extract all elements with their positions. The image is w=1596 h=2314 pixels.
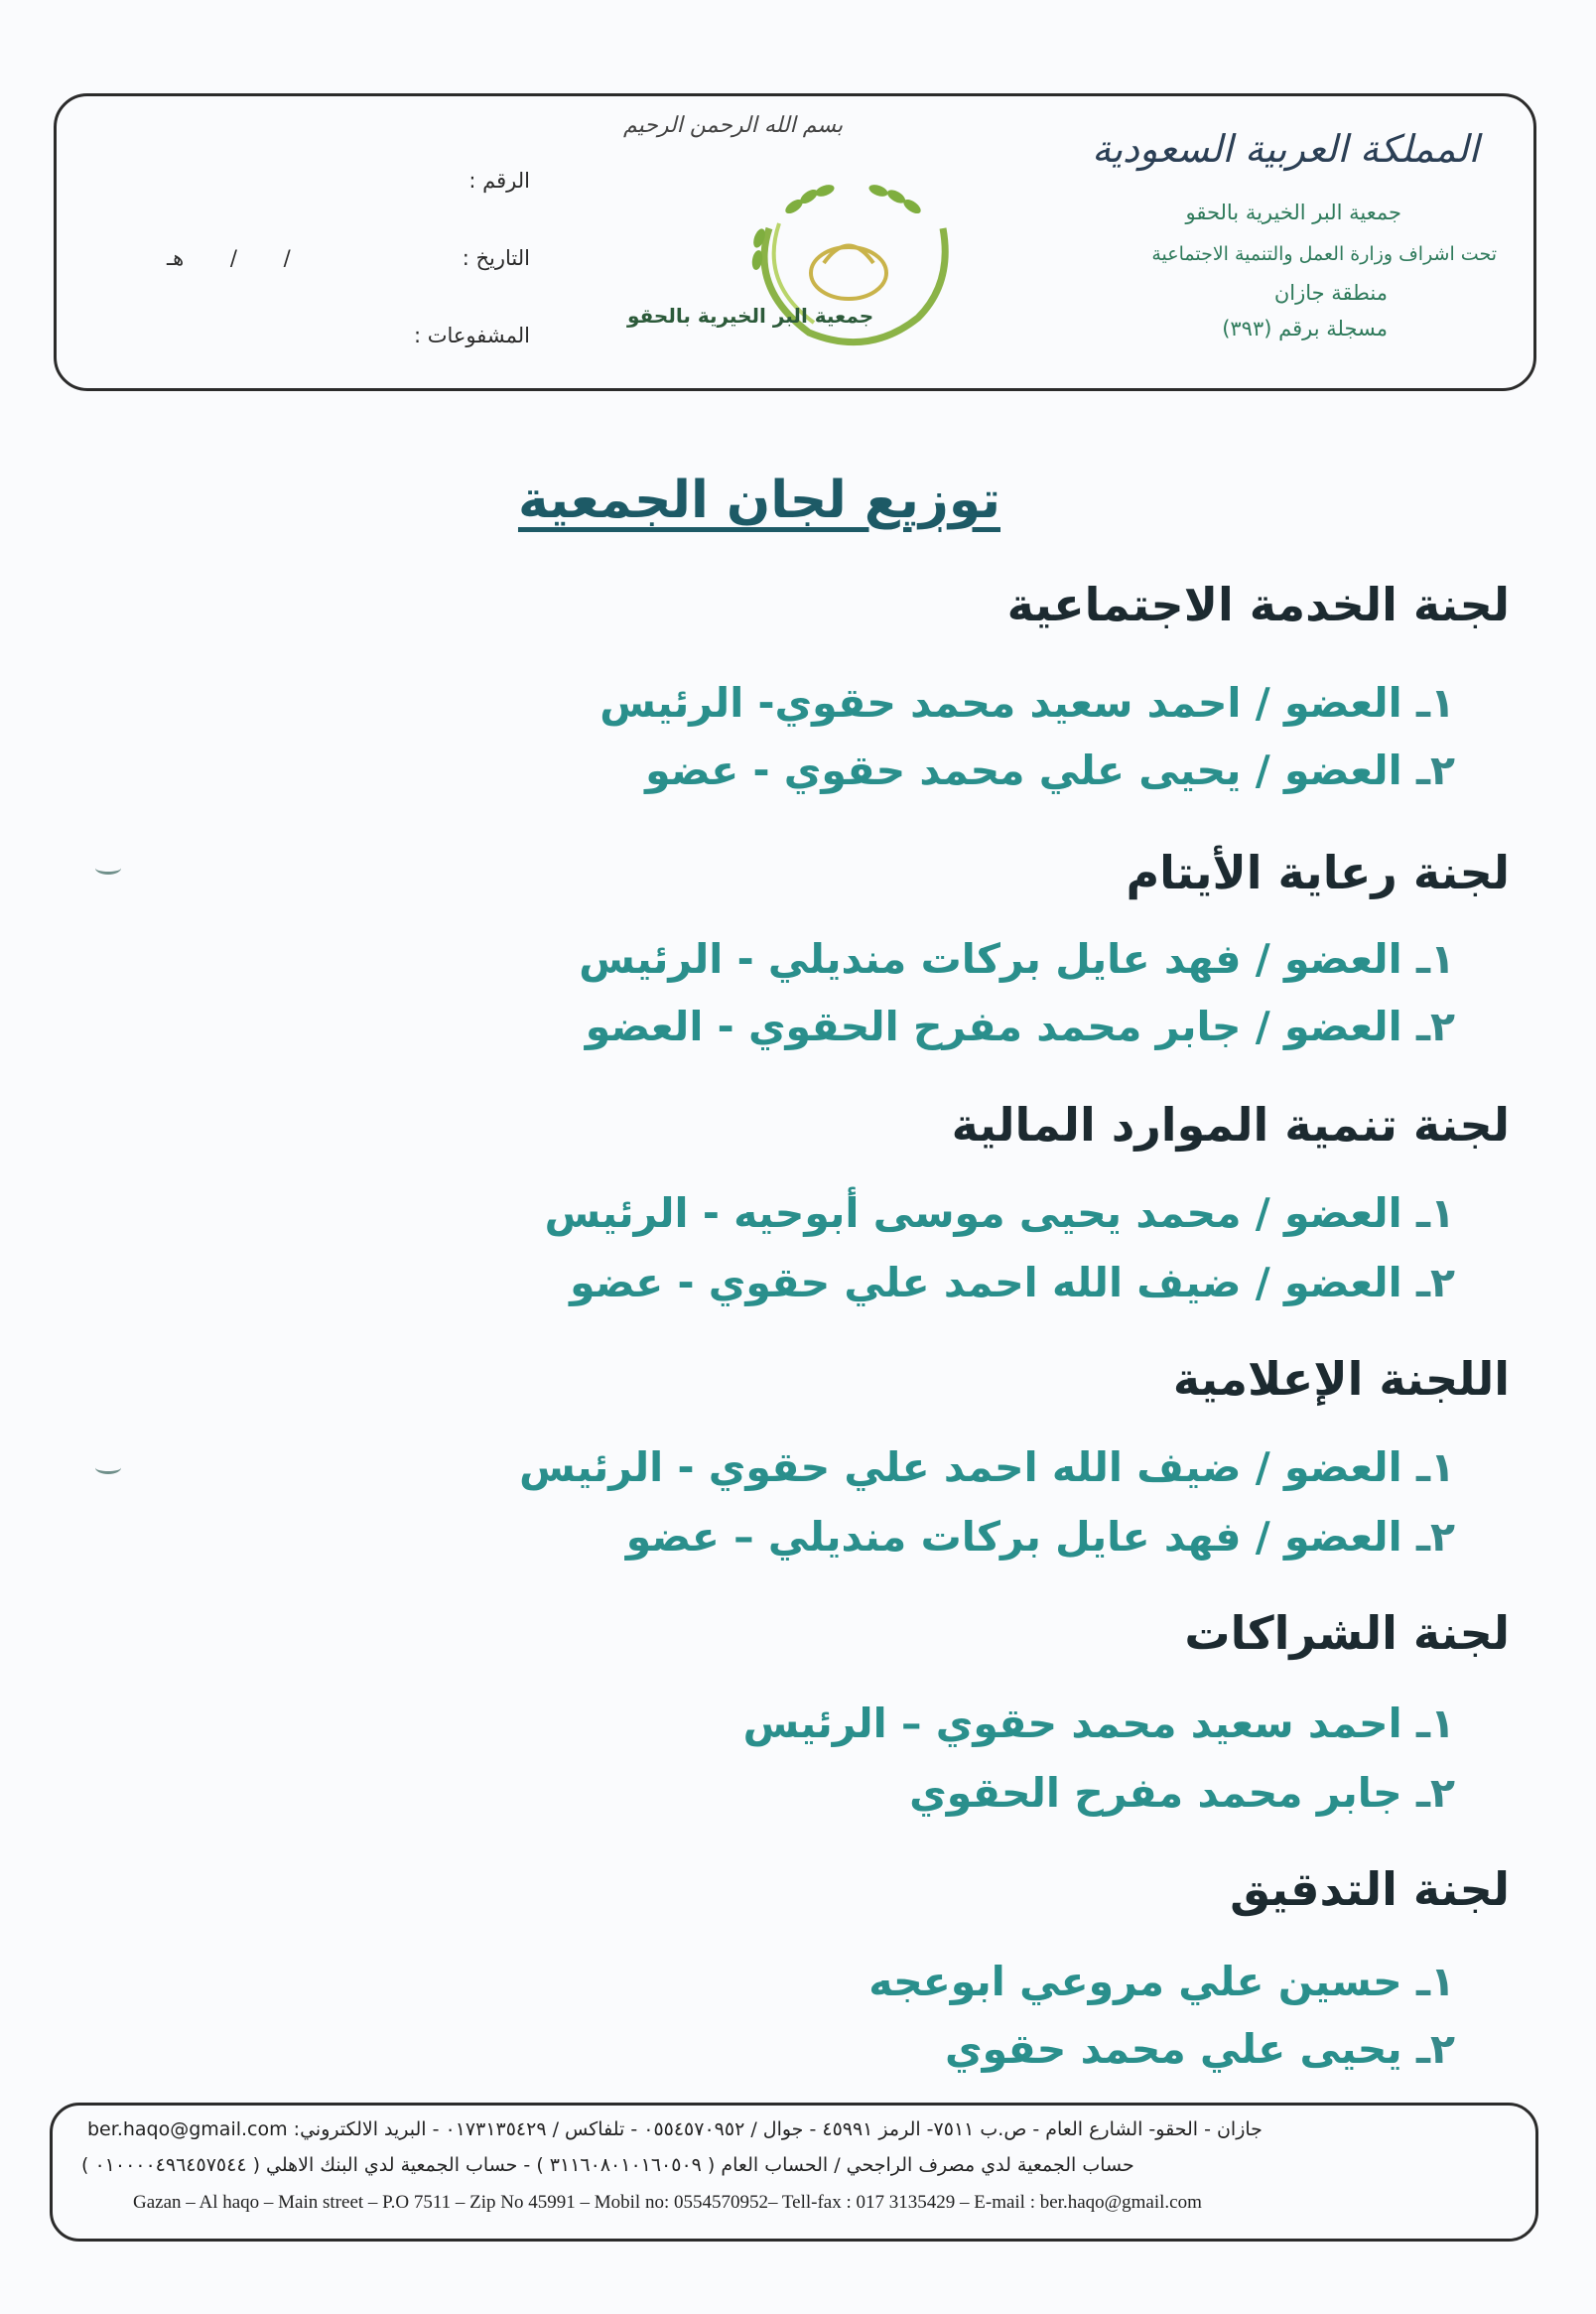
committee-member: ٢ـ العضو / ضيف الله احمد علي حقوي - عضو	[570, 1259, 1455, 1306]
document-title: توزيع لجان الجمعية	[517, 471, 1000, 530]
punch-mark	[95, 1461, 121, 1474]
committee-title: لجنة رعاية الأيتام	[1126, 846, 1510, 899]
committee-member: ١ـ العضو / ضيف الله احمد علي حقوي - الرئيس	[519, 1443, 1455, 1491]
committee-member: ١ـ العضو / احمد سعيد محمد حقوي- الرئيس	[599, 679, 1455, 727]
committee-member: ١ـ حسين علي مروعي ابوعجه	[868, 1958, 1455, 2005]
footer-bank-line: حساب الجمعية لدي مصرف الراجحي / الحساب العام ( ٣١١٦٠٨٠١٠١٦٠٥٠٩ ) - حساب الجمعية لدي البنك الاهلي ( ٠١٠٠٠٠٤٩٦٤٥٧٥٤٤ )	[81, 2154, 1134, 2176]
footer-english-line: Gazan – Al haqo – Main street – P.O 7511 – Zip No 45991 – Mobil no: 0554570952– Tell-fax : 017 3135429 – E-mail : ber.haqo@gmail.com	[133, 2192, 1202, 2213]
committee-member: ٢ـ العضو / جابر محمد مفرح الحقوي - العضو	[585, 1003, 1455, 1050]
registration-line: مسجلة برقم (٣٩٣)	[1222, 317, 1388, 340]
committee-title: لجنة تنمية الموارد المالية	[951, 1098, 1510, 1152]
committee-member: ٢ـ جابر محمد مفرح الحقوي	[909, 1769, 1455, 1817]
date-label: التاريخ :	[462, 246, 530, 270]
committee-member: ١ـ احمد سعيد محمد حقوي – الرئيس	[742, 1700, 1455, 1747]
reference-number-label: الرقم :	[468, 169, 530, 193]
committee-title: اللجنة الإعلامية	[1172, 1352, 1510, 1406]
committee-title: لجنة الخدمة الاجتماعية	[1006, 578, 1510, 631]
committee-member: ١ـ العضو / فهد عايل بركات منديلي - الرئيس	[579, 935, 1455, 983]
region-line: منطقة جازان	[1273, 281, 1388, 305]
logo-caption: جمعية البر الخيرية بالحقو	[627, 304, 874, 328]
footer-contact-line: جازان - الحقو- الشارع العام - ص.ب ٧٥١١- الرمز ٤٥٩٩١ - جوال / ٠٥٥٤٥٧٠٩٥٢ - تلفاكس / ٠١٧٣١٣٥٤٢٩ - البريد الالكتروني: ber.haqo@gmail.com	[87, 2118, 1263, 2140]
attachments-label: المشفوعات :	[413, 324, 530, 347]
committee-member: ١ـ العضو / محمد يحيى موسى أبوحيه - الرئيس	[544, 1189, 1455, 1237]
association-name: جمعية البر الخيرية بالحقو	[1185, 201, 1401, 224]
committee-member: ٢ـ يحيى علي محمد حقوي	[945, 2025, 1455, 2073]
punch-mark	[95, 862, 121, 875]
committee-member: ٢ـ العضو / فهد عايل بركات منديلي – عضو	[625, 1513, 1455, 1561]
committee-title: لجنة التدقيق	[1230, 1862, 1510, 1916]
committee-member: ٢ـ العضو / يحيى علي محمد حقوي - عضو	[645, 747, 1455, 794]
supervision-line: تحت اشراف وزارة العمل والتنمية الاجتماعية	[1151, 243, 1497, 265]
committee-title: لجنة الشراكات	[1184, 1606, 1510, 1660]
kingdom-name: المملكة العربية السعودية	[1092, 127, 1479, 171]
basmala: بسم الله الرحمن الرحيم	[623, 113, 844, 138]
date-value: / / هـ	[167, 246, 291, 270]
